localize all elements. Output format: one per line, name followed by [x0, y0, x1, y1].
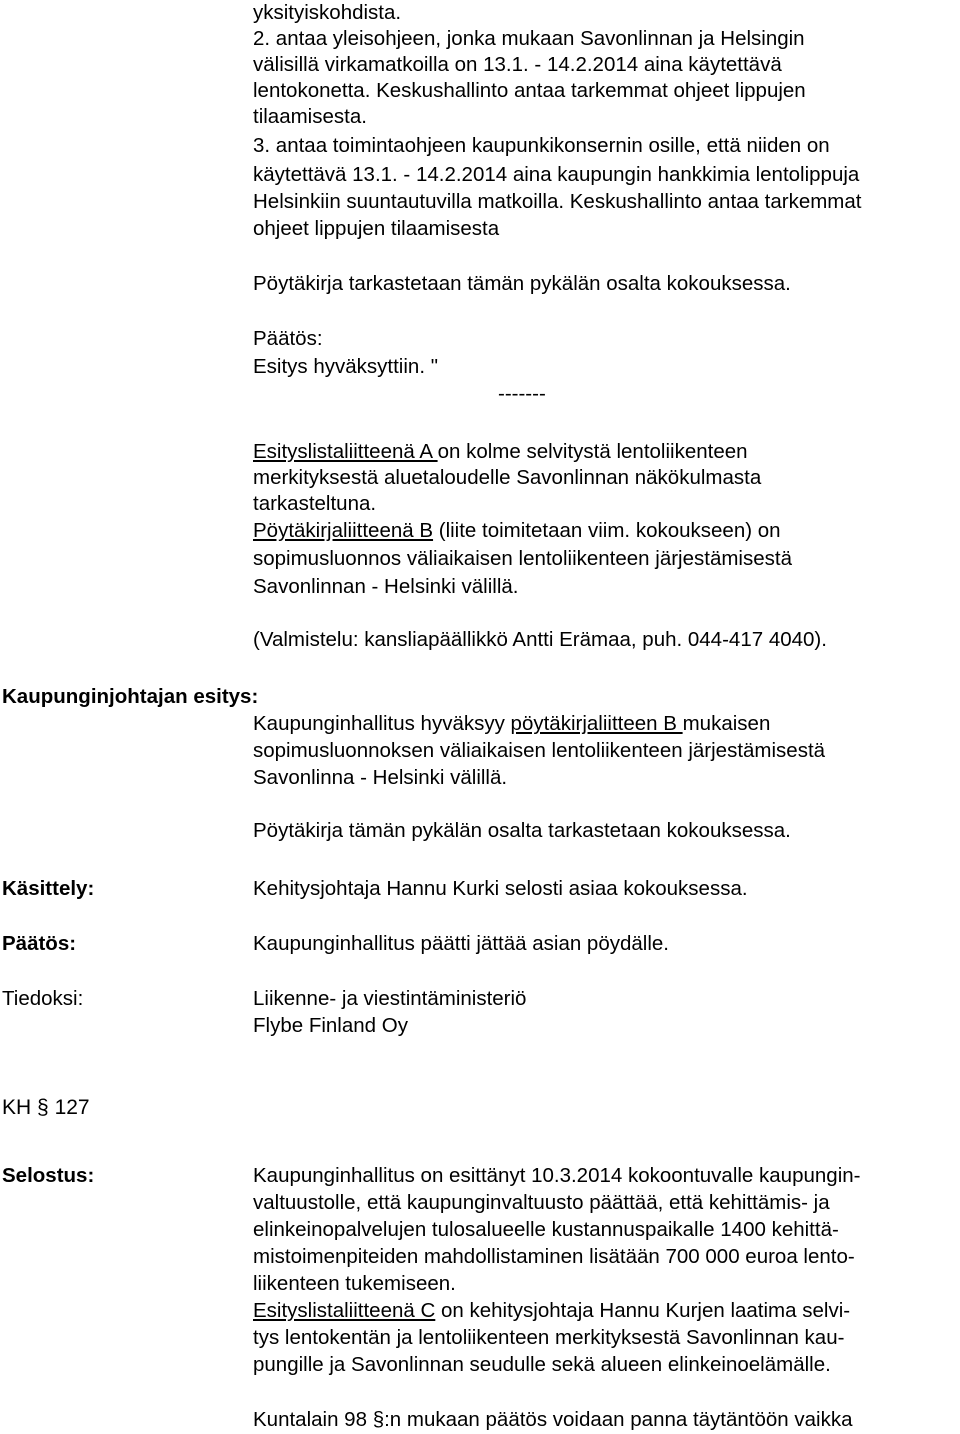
text-line: Kaupunginhallitus on esittänyt 10.3.2014 kokoontuvalle kaupungin- — [253, 1164, 861, 1187]
text-line: valtuustolle, että kaupunginvaltuusto päättää, että kehittämis- ja — [253, 1191, 830, 1214]
protocol-check-note: Pöytäkirja tarkastetaan tämän pykälän osalta kokouksessa. — [253, 272, 791, 295]
mayor-proposal-line — [253, 711, 770, 737]
decision-text: Esitys hyväksyttiin. " — [253, 355, 438, 378]
section-heading — [2, 1095, 90, 1121]
section-prefix: KH — [2, 1096, 32, 1119]
attachment-c-link[interactable]: Esityslistaliitteenä C — [253, 1299, 436, 1322]
section-number: 127 — [54, 1096, 90, 1119]
text-line: 3. antaa toimintaohjeen kaupunkikonsernin osille, että niiden on — [253, 134, 830, 157]
text-line: ohjeet lippujen tilaamisesta — [253, 217, 500, 240]
text-line: tys lentokentän ja lentoliikenteen merkityksestä Savonlinnan kau- — [253, 1326, 845, 1349]
text-line: liikenteen tukemiseen. — [253, 1272, 456, 1295]
recipient-item: Flybe Finland Oy — [253, 1014, 408, 1037]
handling-text: Kehitysjohtaja Hannu Kurki selosti asiaa kokouksessa. — [253, 877, 748, 900]
mayor-proposal-label: Kaupunginjohtajan esitys: — [2, 685, 259, 708]
municipal-act-line — [253, 1407, 853, 1433]
attachment-c-line — [253, 1298, 850, 1324]
minutes-attachment-b-link[interactable]: pöytäkirjaliitteen B — [510, 712, 683, 735]
decision-label: Päätös: — [253, 327, 323, 350]
section-sign: § — [372, 1408, 385, 1431]
description-label: Selostus: — [2, 1164, 95, 1187]
preparation-note: (Valmistelu: kansliapäällikkö Antti Erämaa, puh. 044-417 4040). — [253, 628, 827, 651]
attachment-a-text: on kolme selvitystä lentoliikenteen — [437, 440, 748, 463]
text-line: pungille ja Savonlinnan seudulle sekä alueen elinkeinoelämälle. — [253, 1353, 831, 1376]
text-line: lentokonetta. Keskushallinto antaa tarkemmat ohjeet lippujen — [253, 79, 806, 102]
text-line: 2. antaa yleisohjeen, jonka mukaan Savonlinnan ja Helsingin — [253, 27, 805, 50]
protocol-check-note: Pöytäkirja tämän pykälän osalta tarkastetaan kokouksessa. — [253, 819, 791, 842]
decision-text: Kaupunginhallitus päätti jättää asian pöydälle. — [253, 932, 669, 955]
attachment-b-line — [253, 518, 781, 544]
text-span: :n mukaan päätös voidaan panna täytäntöön vaikka — [384, 1408, 853, 1431]
text-line: Savonlinnan - Helsinki välillä. — [253, 575, 519, 598]
text-line: sopimusluonnoksen väliaikaisen lentoliikenteen järjestämisestä — [253, 739, 826, 762]
text-line: elinkeinopalvelujen tulosalueelle kustannuspaikalle 1400 kehittä- — [253, 1218, 839, 1241]
text-line: mistoimenpiteiden mahdollistaminen lisätään 700 000 euroa lento- — [253, 1245, 855, 1268]
decision-label: Päätös: — [2, 932, 77, 955]
text-line: yksityiskohdista. — [253, 1, 402, 24]
text-span: mukaisen — [682, 712, 771, 735]
text-span: Kuntalain 98 — [253, 1408, 373, 1431]
attachment-b-link[interactable]: Pöytäkirjaliitteenä B — [253, 519, 434, 542]
attachment-b-text: (liite toimitetaan viim. kokoukseen) on — [433, 519, 781, 542]
text-span: Kaupunginhallitus hyväksyy — [253, 712, 511, 735]
text-line: sopimusluonnos väliaikaisen lentoliikenteen järjestämisestä — [253, 547, 792, 570]
text-line: Helsinkiin suuntautuvilla matkoilla. Keskushallinto antaa tarkemmat — [253, 190, 862, 213]
attachment-a-link[interactable]: Esityslistaliitteenä A — [253, 440, 438, 463]
text-line: tarkasteltuna. — [253, 492, 377, 515]
attachment-a-line — [253, 439, 748, 465]
separator: ------- — [498, 382, 546, 405]
handling-label: Käsittely: — [2, 877, 95, 900]
for-information-label: Tiedoksi: — [2, 987, 84, 1010]
section-sign: § — [37, 1096, 49, 1119]
recipient-item: Liikenne- ja viestintäministeriö — [253, 987, 527, 1010]
text-line: välisillä virkamatkoilla on 13.1. - 14.2.2014 aina käytettävä — [253, 53, 782, 76]
text-line: tilaamisesta. — [253, 105, 367, 128]
attachment-c-text: on kehitysjohtaja Hannu Kurjen laatima selvi- — [435, 1299, 851, 1322]
text-line: Savonlinna - Helsinki välillä. — [253, 766, 508, 789]
text-line: merkityksestä aluetaloudelle Savonlinnan näkökulmasta — [253, 466, 762, 489]
text-line: käytettävä 13.1. - 14.2.2014 aina kaupungin hankkimia lentolippuja — [253, 163, 860, 186]
